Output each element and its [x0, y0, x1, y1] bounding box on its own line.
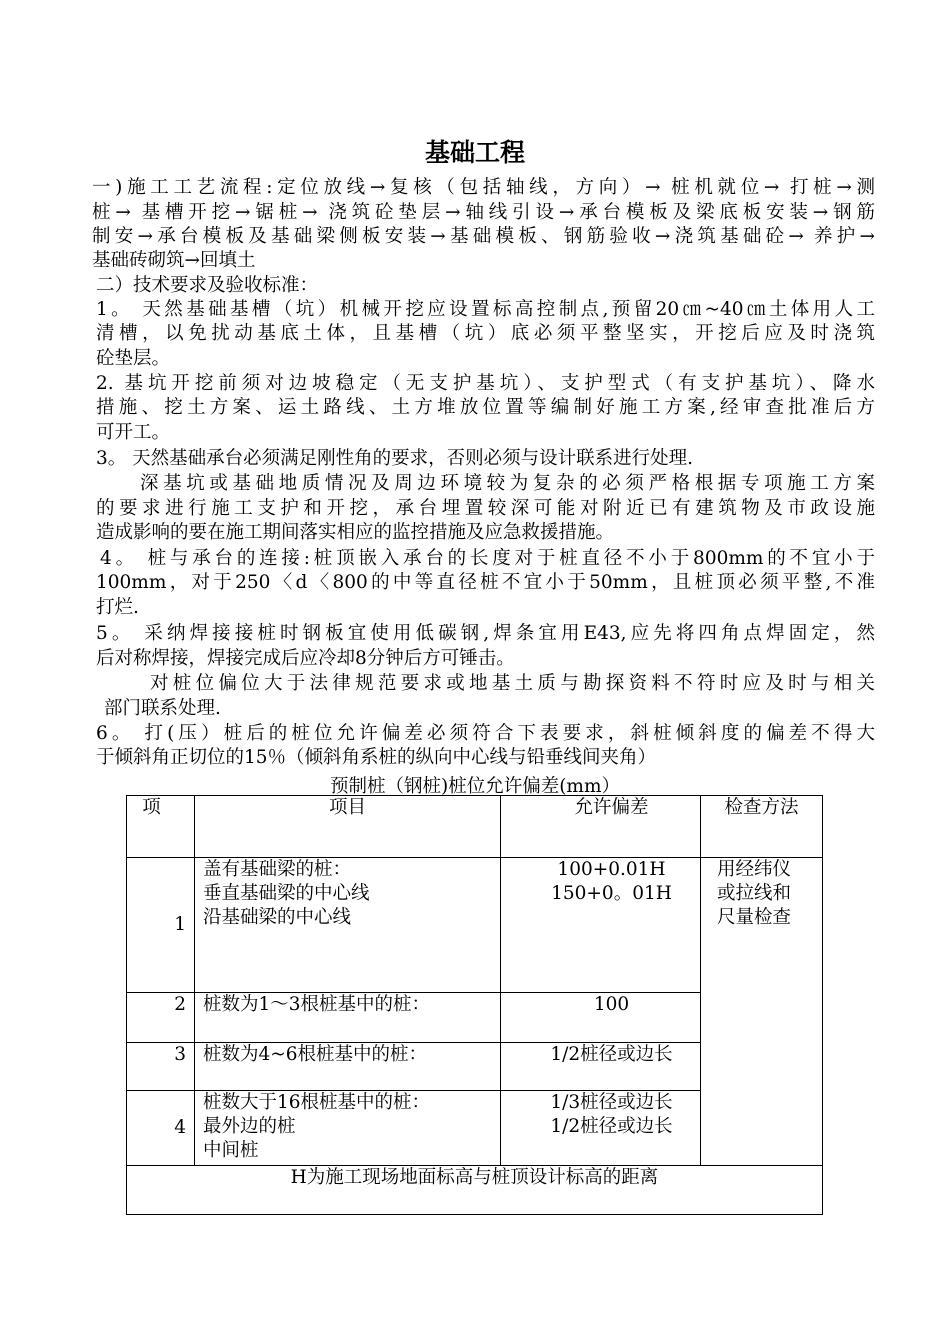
text-line: 于倾斜角正切位的15％（倾斜角系桩的纵向中心线与铅垂线间夹角）	[96, 747, 657, 768]
text-line: 措施、挖土方案、运土路线、土方堆放位置等编制好施工方案,经审查批准后方	[96, 397, 875, 418]
text-line: 对桩位偏位大于法律规范要求或地基土质与勘探资料不符时应及时与相关	[150, 673, 875, 694]
text-line: 清槽，以免扰动基底土体，且基槽（坑）底必须平整坚实，开挖后应及时浇筑	[96, 323, 875, 344]
row-number: 3	[127, 1043, 195, 1091]
text-line: 后对称焊接，焊接完成后应冷却8分钟后方可锤击。	[96, 648, 515, 669]
text-line: 造成影响的要在施工期间落实相应的监控措施及应急救援措施。	[96, 522, 615, 543]
text-line: 2. 基坑开挖前须对边坡稳定（无支护基坑）、支护型式（有支护基坑）、降水	[96, 373, 875, 394]
row-item	[195, 1091, 501, 1166]
check-method	[701, 858, 823, 1166]
text-line: 6。 打(压）桩后的桩位允许偏差必须符合下表要求，斜桩倾斜度的偏差不得大	[96, 723, 875, 744]
section-heading: 二）技术要求及验收标准：	[96, 275, 319, 296]
method-line: 或拉线和	[717, 883, 792, 904]
tolerance-line: 1/2桩径或边长	[550, 1116, 673, 1137]
text-line: 1。 天然基础基槽（坑）机械开挖应设置标高控制点,预留20㎝~40㎝土体用人工	[96, 299, 875, 320]
text-line: 的要求进行施工支护和开挖，承台埋置较深可能对附近已有建筑物及市政设施	[96, 498, 875, 519]
item-line: 桩数为4~6根桩基中的桩：	[203, 1044, 428, 1065]
text-line: 4。 桩与承台的连接:桩顶嵌入承台的长度对于桩直径不小于800mm的不宜小于	[100, 548, 875, 569]
tolerance-line: 100+0.01H	[557, 859, 666, 880]
tolerance-table	[126, 795, 823, 1215]
text-line: 打烂.	[96, 597, 139, 618]
row-item	[195, 1043, 501, 1091]
method-line: 尺量检查	[717, 907, 792, 928]
item-line: 中间桩	[203, 1140, 259, 1161]
page-title: 基础工程	[424, 138, 525, 167]
text-line: 部门联系处理.	[104, 698, 221, 719]
text-line: 砼垫层。	[96, 348, 171, 369]
item-line: 桩数大于16根桩基中的桩：	[203, 1092, 431, 1113]
header-cell: 允许偏差	[501, 796, 701, 858]
tolerance-line: 100	[593, 994, 630, 1015]
row-tolerance	[501, 1043, 701, 1091]
method-line: 用经纬仪	[717, 859, 792, 880]
row-tolerance	[501, 858, 701, 993]
text-line: 3。 天然基础承台必须满足刚性角的要求，否则必须与设计联系进行处理.	[96, 448, 694, 469]
item-line: 最外边的桩	[203, 1116, 296, 1137]
header-cell: 项目	[195, 796, 501, 858]
item-line: 盖有基础梁的桩：	[203, 859, 352, 880]
text-line: 制安→承台模板及基础梁侧板安装→基础模板、钢筋验收→浇筑基础砼→ 养护→	[92, 226, 875, 247]
table-footer-row	[127, 1166, 823, 1215]
text-line: 可开工。	[96, 422, 171, 443]
text-line: 基础砖砌筑→回填土	[92, 250, 256, 271]
text-line: 100mm，对于250〈d〈800的中等直径桩不宜小于50mm，且桩顶必须平整,不准	[96, 572, 875, 593]
text-line: 桩→ 基槽开挖→锯桩→ 浇筑砼垫层→轴线引设→承台模板及梁底板安装→钢筋	[92, 202, 875, 223]
text-line: 5。 采纳焊接接桩时钢板宜使用低碳钢,焊条宜用E43,应先将四角点焊固定，然	[96, 623, 875, 644]
table-footnote: H为施工现场地面标高与桩顶设计标高的距离	[127, 1166, 823, 1215]
tolerance-line: 1/3桩径或边长	[550, 1092, 673, 1113]
header-cell: 检查方法	[701, 796, 823, 858]
item-line: 沿基础梁的中心线	[203, 907, 352, 928]
row-number: 1	[127, 858, 195, 993]
table-caption: 预制桩（钢桩)桩位允许偏差(mm）	[329, 776, 621, 797]
item-line: 桩数为1～3根桩基中的桩：	[203, 994, 431, 1015]
row-number: 2	[127, 993, 195, 1043]
tolerance-line: 150+0。01H	[551, 883, 672, 904]
header-cell: 项	[127, 796, 195, 858]
row-tolerance	[501, 993, 701, 1043]
row-item	[195, 858, 501, 993]
row-number: 4	[127, 1091, 195, 1166]
row-tolerance	[501, 1091, 701, 1166]
table-header-row	[127, 796, 823, 858]
tolerance-line: 1/2桩径或边长	[550, 1044, 673, 1065]
row-item	[195, 993, 501, 1043]
text-line: 深基坑或基础地质情况及周边环境较为复杂的必须严格根据专项施工方案	[140, 473, 875, 494]
item-line: 垂直基础梁的中心线	[203, 883, 370, 904]
text-line: 一)施工工艺流程:定位放线→复核（包括轴线，方向）→ 桩机就位→ 打桩→测	[92, 177, 875, 198]
table-row	[127, 858, 823, 993]
